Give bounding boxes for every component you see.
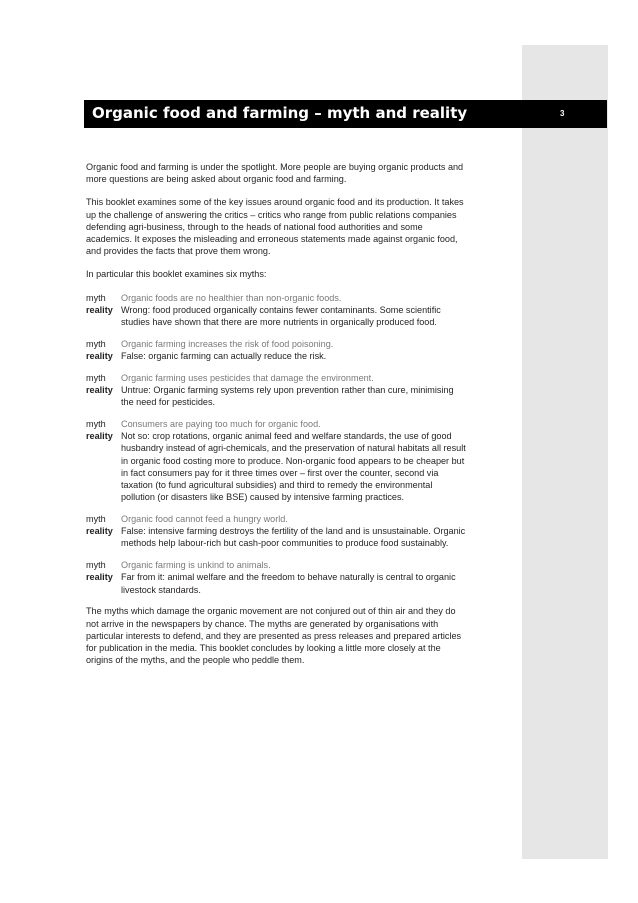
closing-paragraph: The myths which damage the organic movement are not conjured out of thin air and they do not arrive in the newspapers by chance. The myths are generated by organisations with particular interests to defend, and they are presented as press releases and prepared articles for publication in the media. This booklet concludes by looking a little more closely at the origins of the myths, and the people who peddle them. <box>86 606 462 666</box>
reality-label: reality <box>86 385 113 396</box>
myth-list <box>86 292 466 596</box>
page-number: 3 <box>560 109 565 118</box>
myth-item <box>86 418 466 503</box>
myth-label: myth <box>86 560 106 571</box>
reality-text: Not so: crop rotations, organic animal feed and welfare standards, the use of good husbandry instead of agri-chemicals, and the preservation of natural habitats all result in organic food costing more to produce. Non-organic food appears to be cheaper but in fact consumers pay for it three times over – first over the counter, second via taxation (to fund agricultural subsidies) and third to remedy the environmental pollution (or disasters like BSE) caused by intensive farming practices. <box>121 431 466 503</box>
myth-item <box>86 559 466 596</box>
myth-text: Organic farming increases the risk of food poisoning. <box>121 338 334 349</box>
myth-item <box>86 338 466 362</box>
myth-label: myth <box>86 514 106 525</box>
myth-text: Organic farming uses pesticides that damage the environment. <box>121 372 374 383</box>
title-bar <box>84 100 607 128</box>
myth-item <box>86 292 466 329</box>
myth-text: Organic foods are no healthier than non-organic foods. <box>121 292 342 303</box>
myth-label: myth <box>86 292 106 303</box>
body-content <box>86 161 466 677</box>
myth-text: Organic farming is unkind to animals. <box>121 560 271 571</box>
reality-text: False: intensive farming destroys the fertility of the land and is unsustainable. Organic methods help labour-rich but cash-poor communities to produce food sustainably. <box>121 526 466 549</box>
intro-paragraph: In particular this booklet examines six myths: <box>86 269 267 280</box>
reality-text: Wrong: food produced organically contains fewer contaminants. Some scientific studies have shown that there are more nutrients in organically produced food. <box>121 304 441 328</box>
myth-label: myth <box>86 372 106 383</box>
reality-label: reality <box>86 572 113 583</box>
myth-label: myth <box>86 419 106 430</box>
myth-item <box>86 372 466 409</box>
reality-text: Far from it: animal welfare and the freedom to behave naturally is central to organic livestock standards. <box>121 572 456 595</box>
reality-label: reality <box>86 351 113 362</box>
myth-item <box>86 513 466 550</box>
page-title: Organic food and farming – myth and reality <box>92 104 468 122</box>
myth-text: Consumers are paying too much for organic food. <box>121 419 321 430</box>
reality-label: reality <box>86 304 113 315</box>
reality-text: False: organic farming can actually reduce the risk. <box>121 351 327 362</box>
reality-label: reality <box>86 431 113 442</box>
myth-text: Organic food cannot feed a hungry world. <box>121 514 288 525</box>
myth-label: myth <box>86 338 106 349</box>
side-panel <box>522 45 608 859</box>
intro-paragraph: This booklet examines some of the key issues around organic food and its production. It takes up the challenge of answering the critics – critics who range from public relations companies defending agri-business, through to the heads of national food authorities and some academics. It exposes the misleading and erroneous statements made against organic food, and provides the facts that prove them wrong. <box>86 197 464 257</box>
reality-label: reality <box>86 526 113 537</box>
intro-paragraph: Organic food and farming is under the spotlight. More people are buying organic products and more questions are being asked about organic food and farming. <box>86 162 464 185</box>
reality-text: Untrue: Organic farming systems rely upon prevention rather than cure, minimising the need for pesticides. <box>121 385 454 408</box>
